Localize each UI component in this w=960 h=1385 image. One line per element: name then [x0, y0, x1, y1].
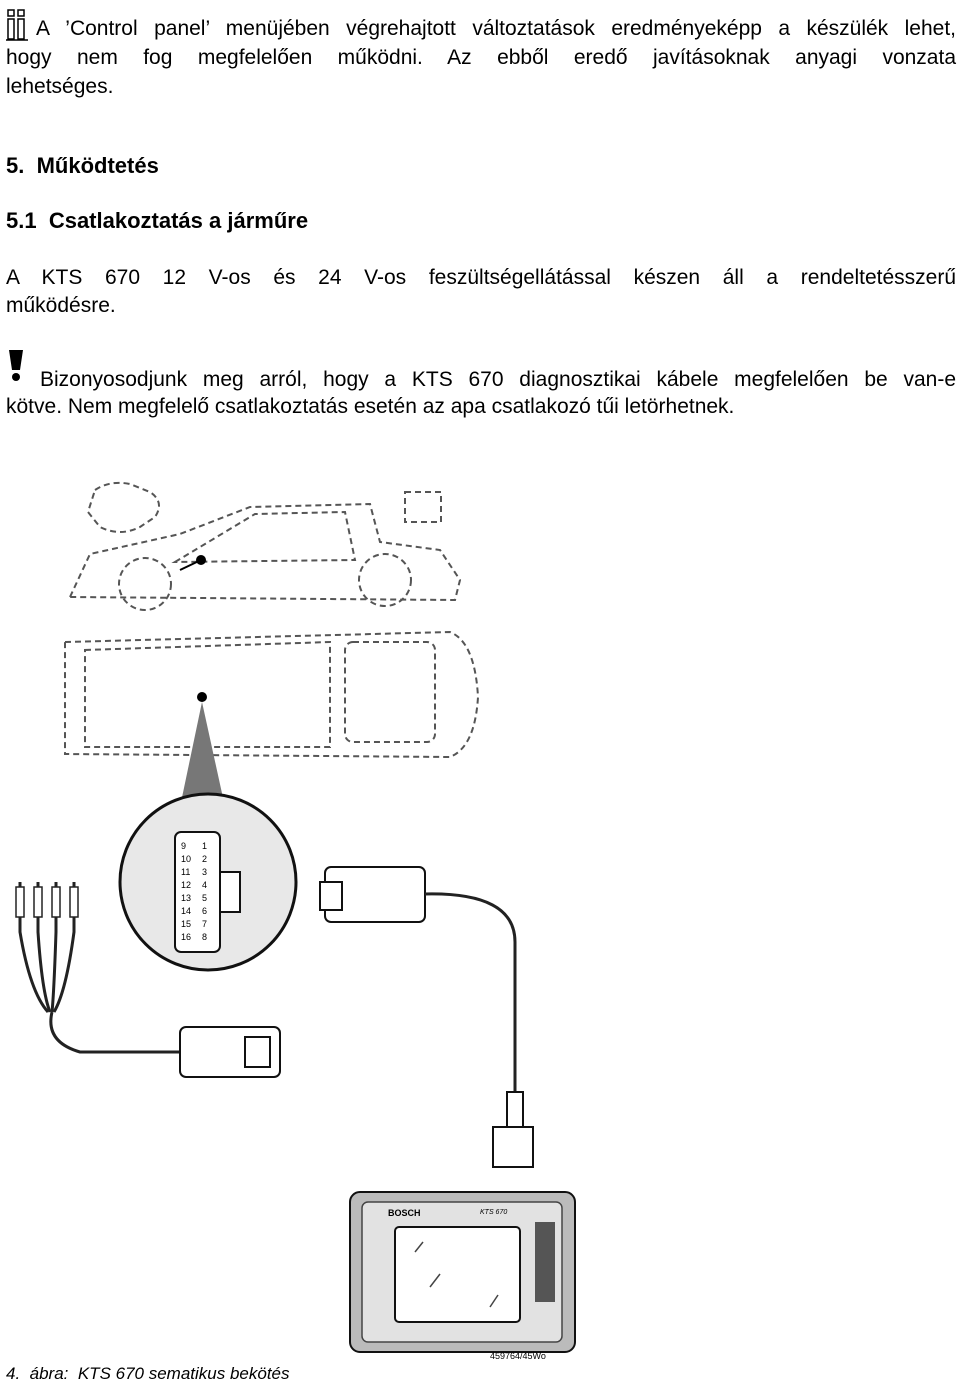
warning-line-1: Bizonyosodjunk meg arról, hogy a KTS 670 diagnosztikai kábele megfelelően be van-e — [40, 368, 956, 391]
obd-pin-14: 14 — [181, 906, 192, 916]
info-icon — [6, 8, 30, 42]
section-number: 5. — [6, 153, 25, 178]
obd-pin-8: 8 — [202, 932, 208, 942]
info-line-1: A ’Control panel’ menüjében végrehajtott változtatások eredményeképp a készülék lehet, — [36, 17, 956, 40]
caption-text: KTS 670 sematikus bekötés — [77, 1364, 290, 1383]
warning-line-2: kötve. Nem megfelelő csatlakoztatás esetén az apa csatlakozó tűi letörhetnek. — [6, 395, 735, 418]
connection-diagram — [0, 462, 960, 1362]
obd-pin-13: 13 — [181, 893, 192, 903]
obd-pin-5: 5 — [202, 893, 208, 903]
device-brand: BOSCH — [388, 1208, 421, 1218]
caption-number: 4. — [6, 1364, 21, 1383]
obd-pin-11: 11 — [181, 867, 191, 877]
section-title: Működtetés — [36, 153, 159, 178]
figure-caption — [6, 1364, 290, 1384]
obd-pin-4: 4 — [202, 880, 208, 890]
obd-pin-1: 1 — [202, 841, 208, 851]
obd-pin-12: 12 — [181, 880, 192, 890]
obd-pin-7: 7 — [202, 919, 208, 929]
exclamation-icon — [6, 348, 26, 382]
obd-pin-6: 6 — [202, 906, 208, 916]
obd-pin-3: 3 — [202, 867, 208, 877]
subsection-number: 5.1 — [6, 208, 37, 233]
obd-pin-16: 16 — [181, 932, 192, 942]
subsection-heading — [6, 208, 308, 234]
section-heading — [6, 153, 159, 179]
part-number: 459764/45Wo — [490, 1351, 546, 1361]
para1-line-1: A KTS 670 12 V-os és 24 V-os feszültségellátással készen áll a rendeltetésszerű — [6, 266, 956, 289]
obd-pin-9: 9 — [181, 841, 187, 851]
obd-location-dot-top — [197, 692, 207, 702]
obd-pin-10: 10 — [181, 854, 192, 864]
subsection-title: Csatlakoztatás a járműre — [48, 208, 309, 233]
caption-label: ábra: — [29, 1364, 69, 1383]
info-line-3: lehetséges. — [6, 75, 114, 98]
obd-pin-2: 2 — [202, 854, 208, 864]
obd-pin-15: 15 — [181, 919, 192, 929]
para1-line-2: működésre. — [6, 294, 116, 317]
device-screen — [395, 1227, 520, 1322]
info-line-2: hogy nem fog megfelelően működni. Az ebből eredő javításoknak anyagi vonzata — [6, 46, 956, 69]
device-model: KTS 670 — [480, 1209, 508, 1216]
